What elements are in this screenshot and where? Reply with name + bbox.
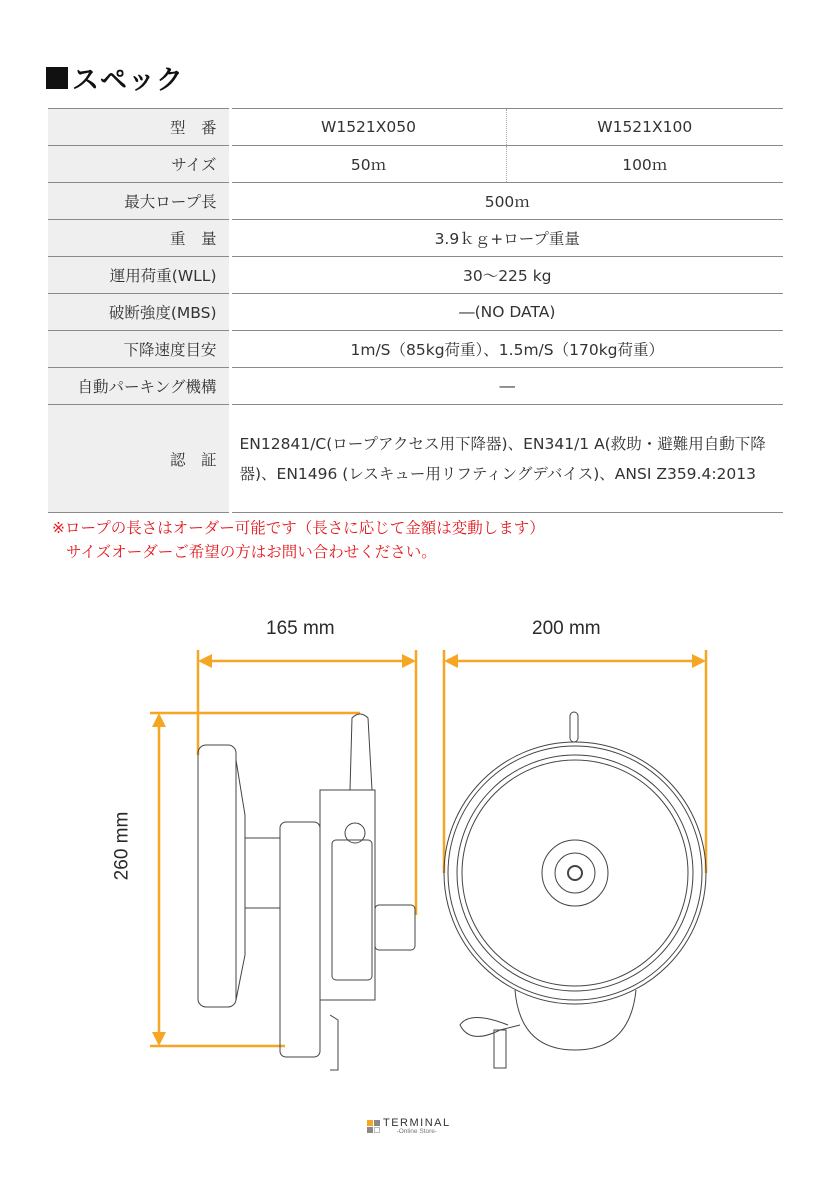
square-bullet-icon — [46, 67, 68, 89]
row-label: 最大ロープ長 — [48, 183, 230, 220]
table-row — [48, 368, 783, 405]
row-value: 500ｍ — [230, 183, 783, 220]
table-row — [48, 294, 783, 331]
side-view-device-icon — [198, 714, 415, 1070]
row-label: 自動パーキング機構 — [48, 368, 230, 405]
table-row — [48, 146, 783, 183]
table-row — [48, 257, 783, 294]
dimension-diagram — [0, 600, 833, 1100]
row-label: 認 証 — [48, 405, 230, 513]
note-line-1: ※ロープの長さはオーダー可能です（長さに応じて金額は変動します） — [52, 519, 545, 537]
logo-mark-icon — [367, 1120, 380, 1133]
row-value: 100ｍ — [506, 146, 783, 183]
row-value: 1m/S（85kg荷重）、1.5m/S（170kg荷重） — [230, 331, 783, 368]
table-row — [48, 183, 783, 220]
section-title — [46, 58, 184, 97]
row-value: 3.9ｋｇ+ロープ重量 — [230, 220, 783, 257]
row-value: 50ｍ — [230, 146, 506, 183]
row-label: 下降速度目安 — [48, 331, 230, 368]
order-note — [52, 516, 545, 564]
row-value: 30～225 kg — [230, 257, 783, 294]
footer-logo — [367, 1118, 451, 1136]
logo-sub: -Online Store- — [396, 1128, 438, 1135]
dimension-lines — [150, 650, 706, 1046]
row-label: 運用荷重(WLL) — [48, 257, 230, 294]
row-label: 重 量 — [48, 220, 230, 257]
table-row — [48, 405, 783, 513]
row-value: ― — [230, 368, 783, 405]
row-label: サイズ — [48, 146, 230, 183]
side-width-label: 165 mm — [266, 618, 335, 639]
table-row — [48, 331, 783, 368]
row-value: W1521X100 — [506, 109, 783, 146]
table-row — [48, 220, 783, 257]
row-value: ―(NO DATA) — [230, 294, 783, 331]
logo-brand: TERMINAL — [383, 1117, 451, 1129]
diagram-drawing — [0, 600, 833, 1100]
row-value: W1521X050 — [230, 109, 506, 146]
spec-table — [48, 108, 783, 513]
front-view-device-icon — [444, 712, 706, 1068]
row-label: 型 番 — [48, 109, 230, 146]
note-line-2: サイズオーダーご希望の方はお問い合わせください。 — [66, 543, 437, 561]
height-label: 260 mm — [111, 811, 133, 881]
section-title-text: スペック — [72, 65, 184, 96]
front-width-label: 200 mm — [532, 618, 601, 639]
row-value: EN12841/C(ロープアクセス用下降器)、EN341/1 A(救助・避難用自動下降器)、EN1496 (レスキュー用リフティングデバイス)、ANSI Z359.4:2013 — [230, 405, 783, 513]
table-row — [48, 109, 783, 146]
row-label: 破断強度(MBS) — [48, 294, 230, 331]
